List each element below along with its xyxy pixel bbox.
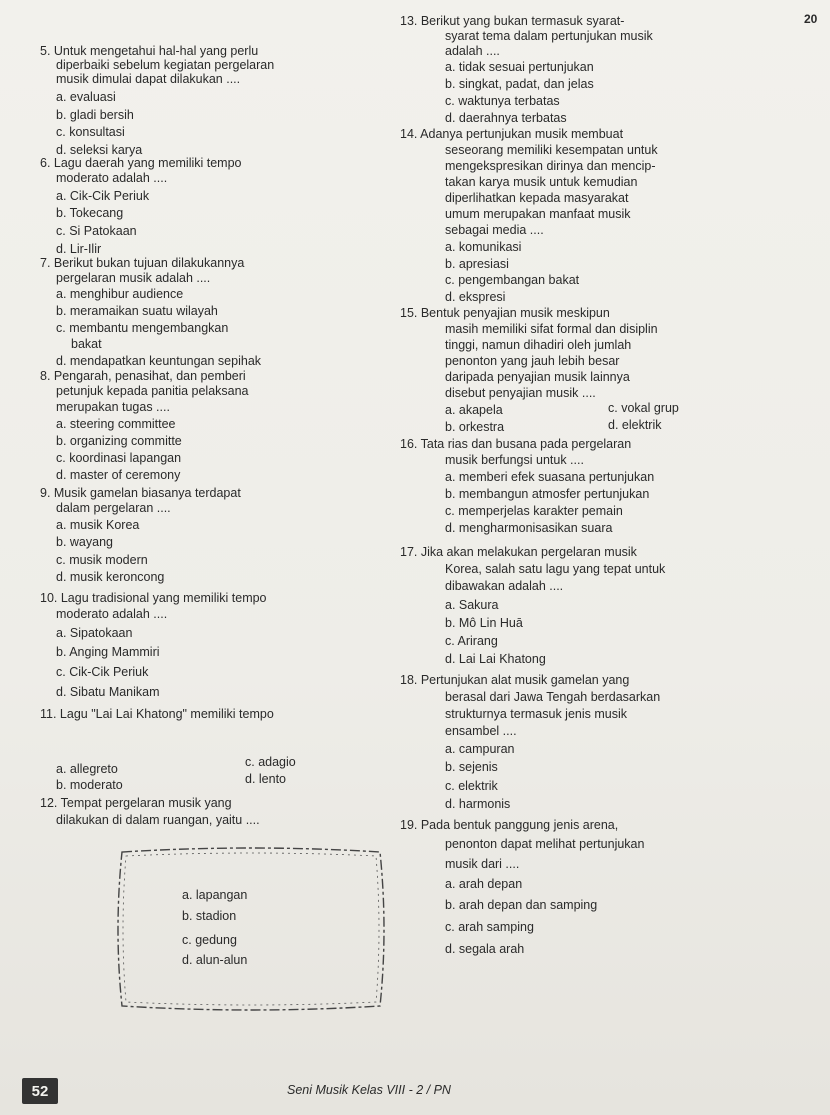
right-line: umum merupakan manfaat musik (445, 207, 631, 221)
right-line: c. waktunya terbatas (445, 94, 560, 108)
right-line: mengekspresikan dirinya dan mencip- (445, 159, 656, 173)
right-line: a. akapela (445, 403, 503, 417)
left-line: b. organizing committe (56, 434, 182, 448)
left-line: 5. Untuk mengetahui hal-hal yang perlu (40, 44, 259, 58)
left-line: c. Cik-Cik Periuk (56, 665, 149, 679)
left-line: 6. Lagu daerah yang memiliki tempo (40, 156, 242, 170)
left-line: b. wayang (56, 535, 113, 549)
right-line: b. apresiasi (445, 257, 509, 271)
left-line: petunjuk kepada panitia pelaksana (56, 384, 249, 398)
left-line: moderato adalah .... (56, 607, 168, 621)
right-line: 15. Bentuk penyajian musik meskipun (400, 306, 610, 320)
right-line: musik dari .... (445, 857, 520, 871)
right-line: sebagai media .... (445, 223, 544, 237)
right-line: a. Sakura (445, 598, 499, 612)
right-line: ensambel .... (445, 724, 517, 738)
left-line: diperbaiki sebelum kegiatan pergelaran (56, 58, 275, 72)
right-line: diperlihatkan kepada masyarakat (445, 191, 629, 205)
right-line: a. campuran (445, 742, 515, 756)
left-line: b. gladi bersih (56, 108, 134, 122)
frame_options-line: b. stadion (182, 909, 237, 923)
right-line: penonton yang jauh lebih besar (445, 354, 620, 368)
right-line: c. Arirang (445, 634, 498, 648)
left-line: a. steering committee (56, 417, 176, 431)
left-line: a. allegreto (56, 762, 118, 776)
right-line: d. ekspresi (445, 290, 506, 304)
right-line: c. arah samping (445, 920, 534, 934)
left-line: dilakukan di dalam ruangan, yaitu .... (56, 813, 260, 827)
right-line: a. komunikasi (445, 240, 522, 254)
right-line: b. arah depan dan samping (445, 898, 598, 912)
right-line: adalah .... (445, 44, 500, 58)
page-number: 52 (22, 1078, 58, 1104)
left-line: pergelaran musik adalah .... (56, 271, 211, 285)
left-line: 12. Tempat pergelaran musik yang (40, 796, 232, 810)
left-line: c. musik modern (56, 553, 148, 567)
frame_options-line: c. gedung (182, 933, 237, 947)
right-line: 18. Pertunjukan alat musik gamelan yang (400, 673, 630, 687)
left-line: bakat (71, 337, 102, 351)
left-line: c. adagio (245, 755, 296, 769)
left-line: 7. Berikut bukan tujuan dilakukannya (40, 256, 245, 270)
page-footer: Seni Musik Kelas VIII - 2 / PN (287, 1083, 451, 1097)
right-line: b. orkestra (445, 420, 505, 434)
right-line: d. daerahnya terbatas (445, 111, 567, 125)
left-line: b. moderato (56, 778, 123, 792)
right-line: c. elektrik (445, 779, 498, 793)
frame_options-line: d. alun-alun (182, 953, 248, 967)
right-line: daripada penyajian musik lainnya (445, 370, 630, 384)
left-line: moderato adalah .... (56, 171, 168, 185)
right-line: musik berfungsi untuk .... (445, 453, 584, 467)
left-line: a. evaluasi (56, 90, 116, 104)
right-line: d. elektrik (608, 418, 662, 432)
right-line: 17. Jika akan melakukan pergelaran musik (400, 545, 637, 559)
left-line: d. master of ceremony (56, 468, 181, 482)
left-line: 10. Lagu tradisional yang memiliki tempo (40, 591, 267, 605)
right-line: penonton dapat melihat pertunjukan (445, 837, 645, 851)
right-line: dibawakan adalah .... (445, 579, 564, 593)
left-line: d. Lir-Ilir (56, 242, 102, 256)
right-line: b. singkat, padat, dan jelas (445, 77, 594, 91)
left-line: a. menghibur audience (56, 287, 184, 301)
left-line: a. musik Korea (56, 518, 140, 532)
left-line: c. membantu mengembangkan (56, 321, 229, 335)
left-line: 9. Musik gamelan biasanya terdapat (40, 486, 241, 500)
right-line: disebut penyajian musik .... (445, 386, 596, 400)
left-line: dalam pergelaran .... (56, 501, 171, 515)
left-line: a. Sipatokaan (56, 626, 133, 640)
right-line: d. segala arah (445, 942, 525, 956)
right-line: d. mengharmonisasikan suara (445, 521, 613, 535)
right-line: b. membangun atmosfer pertunjukan (445, 487, 650, 501)
right-line: Korea, salah satu lagu yang tepat untuk (445, 562, 666, 576)
right-line: tinggi, namun dihadiri oleh jumlah (445, 338, 632, 352)
left-line: d. Sibatu Manikam (56, 685, 160, 699)
left-line: b. Anging Mammiri (56, 645, 160, 659)
right-line: berasal dari Jawa Tengah berdasarkan (445, 690, 661, 704)
left-line: d. lento (245, 772, 287, 786)
right-line: b. sejenis (445, 760, 498, 774)
left-line: 11. Lagu "Lai Lai Khatong" memiliki tempo (40, 707, 274, 721)
left-line: a. Cik-Cik Periuk (56, 189, 150, 203)
left-line: c. konsultasi (56, 125, 125, 139)
left-line: d. mendapatkan keuntungan sepihak (56, 354, 262, 368)
frame_options-line: a. lapangan (182, 888, 248, 902)
right-line: masih memiliki sifat formal dan disiplin (445, 322, 658, 336)
right-line: 16. Tata rias dan busana pada pergelaran (400, 437, 632, 451)
left-line: merupakan tugas .... (56, 400, 170, 414)
right-line: takan karya musik untuk kemudian (445, 175, 638, 189)
left-line: 8. Pengarah, penasihat, dan pemberi (40, 369, 246, 383)
decorative-border (112, 846, 390, 1014)
left-line: d. musik keroncong (56, 570, 165, 584)
right-line: 19. Pada bentuk panggung jenis arena, (400, 818, 619, 832)
right-line: 14. Adanya pertunjukan musik membuat (400, 127, 624, 141)
right-line: 13. Berikut yang bukan termasuk syarat- (400, 14, 625, 28)
right-line: d. Lai Lai Khatong (445, 652, 546, 666)
left-line: d. seleksi karya (56, 143, 143, 157)
right-line: c. memperjelas karakter pemain (445, 504, 623, 518)
left-line: c. Si Patokaan (56, 224, 137, 238)
left-line: b. meramaikan suatu wilayah (56, 304, 218, 318)
left-line: c. koordinasi lapangan (56, 451, 182, 465)
left-line: musik dimulai dapat dilakukan .... (56, 72, 241, 86)
right-line: seseorang memiliki kesempatan untuk (445, 143, 658, 157)
right-line: c. vokal grup (608, 401, 679, 415)
right-line: a. memberi efek suasana pertunjukan (445, 470, 655, 484)
right-line: strukturnya termasuk jenis musik (445, 707, 628, 721)
right-line: a. tidak sesuai pertunjukan (445, 60, 594, 74)
corner-number: 20 (804, 12, 818, 26)
right-line: syarat tema dalam pertunjukan musik (445, 29, 653, 43)
option-frame (112, 846, 390, 1014)
right-line: c. pengembangan bakat (445, 273, 580, 287)
right-line: a. arah depan (445, 877, 523, 891)
right-line: d. harmonis (445, 797, 511, 811)
left-line: b. Tokecang (56, 206, 124, 220)
right-line: b. Mô Lin Huā (445, 616, 523, 630)
